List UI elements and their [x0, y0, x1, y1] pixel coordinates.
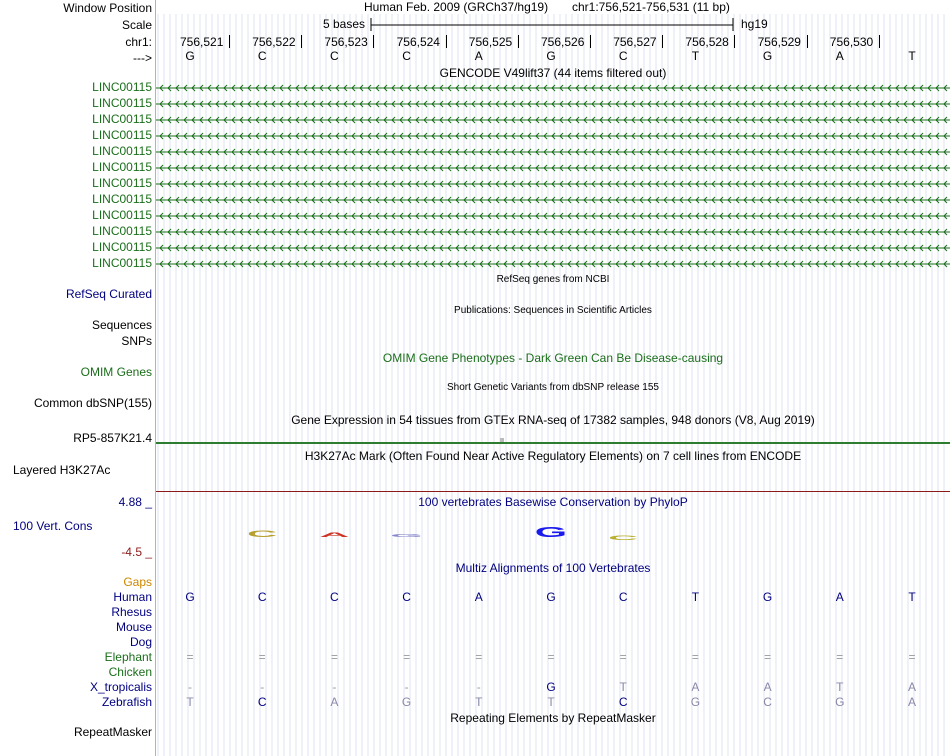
gencode-transcript — [156, 261, 950, 267]
species-label[interactable]: Rhesus — [111, 605, 152, 619]
dna-base: G — [762, 49, 773, 63]
alignment-base: A — [835, 590, 844, 604]
ruler-tick — [518, 35, 519, 48]
alignment-base: A — [691, 680, 700, 694]
position-title: chr1:756,521-756,531 (11 bp) — [572, 0, 730, 14]
alignment-base: G — [835, 695, 845, 709]
gencode-gene-label[interactable]: LINC00115 — [92, 240, 152, 254]
alignment-base: A — [907, 680, 916, 694]
alignment-base: A — [907, 695, 916, 709]
common-dbsnp-label[interactable]: Common dbSNP(155) — [33, 396, 152, 410]
conservation-max-label: 4.88 _ — [118, 495, 152, 509]
ruler-position: 756,525 — [468, 35, 513, 49]
species-label[interactable]: Human — [113, 590, 152, 604]
alignment-base: = — [691, 650, 699, 664]
dna-base: T — [691, 49, 700, 63]
gencode-transcript — [156, 101, 950, 107]
species-label[interactable]: Elephant — [104, 650, 152, 664]
alignment-base: G — [546, 590, 556, 604]
ruler-tick — [301, 35, 302, 48]
alignment-base: = — [186, 650, 194, 664]
alignment-base: A — [330, 695, 339, 709]
alignment-base: T — [619, 680, 627, 694]
dna-base: C — [330, 49, 339, 63]
dna-base: A — [474, 49, 483, 63]
ruler-position: 756,529 — [757, 35, 801, 49]
gencode-transcript — [156, 165, 950, 171]
ruler-tick — [229, 35, 230, 48]
alignment-base: - — [404, 680, 409, 694]
gencode-gene-label[interactable]: LINC00115 — [92, 128, 152, 142]
h3k27ac-baseline — [156, 491, 950, 492]
alignment-base: C — [257, 590, 267, 604]
alignment-base: = — [547, 650, 555, 664]
alignment-base: G — [546, 680, 556, 694]
gencode-gene-label[interactable]: LINC00115 — [92, 112, 152, 126]
gencode-transcript — [156, 149, 950, 155]
gencode-gene-label[interactable]: LINC00115 — [92, 80, 152, 94]
ruler-position: 756,523 — [324, 35, 368, 49]
alignment-base: - — [332, 680, 337, 694]
phylop-letter: C — [608, 534, 639, 542]
gencode-transcript — [156, 117, 950, 123]
ruler-tick — [662, 35, 663, 48]
window-position-label: Window Position — [63, 1, 152, 15]
gencode-gene-label[interactable]: LINC00115 — [92, 192, 152, 206]
dna-base: C — [257, 49, 267, 63]
alignment-base: - — [476, 680, 481, 694]
alignment-base: C — [763, 695, 772, 709]
gencode-gene-label[interactable]: LINC00115 — [92, 160, 152, 174]
alignment-base: - — [260, 680, 265, 694]
species-label[interactable]: Zebrafish — [101, 695, 152, 709]
species-label[interactable]: X_tropicalis — [89, 680, 152, 694]
species-label[interactable]: Mouse — [115, 620, 152, 634]
track-label-sidebar — [0, 0, 155, 756]
alignment-base: C — [257, 695, 267, 709]
ruler-position: 756,530 — [829, 35, 874, 49]
dna-base: G — [185, 49, 195, 63]
conservation-min-label: -4.5 _ — [121, 545, 152, 559]
dbsnp-track-title: Short Genetic Variants from dbSNP release 155 — [447, 382, 659, 393]
dna-base: A — [835, 49, 844, 63]
omim-genes-label[interactable]: OMIM Genes — [80, 365, 152, 379]
scale-bar-db: hg19 — [741, 17, 768, 31]
phylop-letter: A — [319, 531, 350, 539]
layered-h3k27ac-label[interactable]: Layered H3K27Ac — [13, 463, 111, 477]
refseq-curated-label[interactable]: RefSeq Curated — [65, 287, 152, 301]
gtex-gene-label[interactable]: RP5-857K21.4 — [73, 431, 152, 445]
alignment-base: T — [836, 680, 844, 694]
chromosome-label: chr1: — [125, 35, 152, 49]
ruler-tick — [373, 35, 374, 48]
dna-base: C — [402, 49, 411, 63]
alignment-base: = — [330, 650, 338, 664]
publications-track-title: Publications: Sequences in Scientific Articles — [454, 305, 652, 316]
ruler-position: 756,524 — [396, 35, 440, 49]
alignment-base: T — [691, 590, 700, 604]
dna-base: G — [546, 49, 556, 63]
repeatmasker-label[interactable]: RepeatMasker — [73, 725, 152, 739]
ruler-position: 756,522 — [252, 35, 296, 49]
phylop-letter: G — [534, 524, 568, 541]
alignment-base: G — [762, 590, 773, 604]
strand-direction-label[interactable]: ---> — [133, 51, 152, 65]
gencode-transcript — [156, 245, 950, 251]
gtex-expression-bar[interactable] — [156, 442, 950, 444]
scale-label: Scale — [121, 18, 152, 32]
alignment-base: = — [258, 650, 266, 664]
alignment-base: = — [908, 650, 916, 664]
gencode-gene-label[interactable]: LINC00115 — [92, 176, 152, 190]
species-label[interactable]: Chicken — [108, 665, 152, 679]
omim-track-title: OMIM Gene Phenotypes - Dark Green Can Be Disease-causing — [382, 351, 724, 365]
species-label[interactable]: Dog — [129, 635, 152, 649]
dna-base: T — [908, 49, 916, 63]
gencode-gene-label[interactable]: LINC00115 — [92, 224, 152, 238]
alignment-base: T — [186, 695, 194, 709]
gencode-gene-label[interactable]: LINC00115 — [92, 208, 152, 222]
h3k27ac-track-title: H3K27Ac Mark (Often Found Near Active Regulatory Elements) on 7 cell lines from ENCODE — [304, 449, 802, 463]
alignment-base: A — [474, 590, 483, 604]
alignment-base: T — [475, 695, 483, 709]
ruler-position: 756,528 — [685, 35, 729, 49]
ruler-tick — [590, 35, 591, 48]
gencode-transcript — [156, 197, 950, 203]
phylop-logo[interactable] — [156, 510, 950, 560]
phylop-letter: C — [247, 528, 278, 540]
ruler-position: 756,527 — [613, 35, 657, 49]
scale-bar-text: 5 bases — [323, 17, 366, 31]
genome-browser-image[interactable] — [156, 0, 950, 756]
alignment-base: = — [475, 650, 483, 664]
alignment-base: C — [330, 590, 339, 604]
ruler-position: 756,526 — [541, 35, 585, 49]
alignment-base: C — [618, 695, 628, 709]
alignment-base: = — [619, 650, 627, 664]
alignment-base: G — [185, 590, 195, 604]
dna-base: C — [618, 49, 628, 63]
gencode-track-title: GENCODE V49lift37 (44 items filtered out) — [439, 66, 667, 80]
refseq-track-title: RefSeq genes from NCBI — [496, 274, 610, 285]
alignment-base: = — [764, 650, 772, 664]
gencode-transcripts[interactable] — [156, 80, 950, 270]
ruler-tick — [807, 35, 808, 48]
gencode-transcript — [156, 133, 950, 139]
alignment-base: T — [908, 590, 916, 604]
gencode-transcript — [156, 213, 950, 219]
alignment-base: = — [836, 650, 844, 664]
alignment-base: A — [763, 680, 772, 694]
phylop-track-title: 100 vertebrates Basewise Conservation by PhyloP — [418, 495, 688, 509]
alignment-base: C — [618, 590, 628, 604]
multiz-track-title: Multiz Alignments of 100 Vertebrates — [455, 561, 651, 575]
ruler-tick — [446, 35, 447, 48]
gencode-gene-label[interactable]: LINC00115 — [92, 256, 152, 270]
gtex-track-title: Gene Expression in 54 tissues from GTEx RNA-seq of 17382 samples, 948 donors (V8, Aug 2019) — [291, 413, 815, 427]
gtex-marker — [500, 438, 504, 442]
ruler-position: 756,521 — [180, 35, 224, 49]
vertebrate-conservation-label[interactable]: 100 Vert. Cons — [13, 519, 93, 533]
alignment-base: G — [401, 695, 412, 709]
alignment-base: = — [403, 650, 411, 664]
snps-label[interactable]: SNPs — [121, 334, 152, 348]
alignment-base: T — [547, 695, 555, 709]
repeatmasker-track-title: Repeating Elements by RepeatMasker — [450, 711, 656, 725]
assembly-title: Human Feb. 2009 (GRCh37/hg19) — [364, 0, 549, 14]
ruler-tick — [879, 35, 880, 48]
gencode-transcript — [156, 181, 950, 187]
alignment-base: - — [188, 680, 192, 694]
ruler-tick — [734, 35, 735, 48]
alignment-base: G — [690, 695, 701, 709]
phylop-letter: G — [390, 532, 423, 539]
gencode-gene-label[interactable]: LINC00115 — [92, 96, 152, 110]
alignment-base: C — [402, 590, 411, 604]
sequences-label[interactable]: Sequences — [91, 318, 152, 332]
gencode-gene-label[interactable]: LINC00115 — [92, 144, 152, 158]
scale-bar — [370, 18, 738, 32]
gencode-transcript — [156, 85, 950, 91]
gaps-label[interactable]: Gaps — [123, 575, 152, 589]
gencode-transcript — [156, 229, 950, 235]
